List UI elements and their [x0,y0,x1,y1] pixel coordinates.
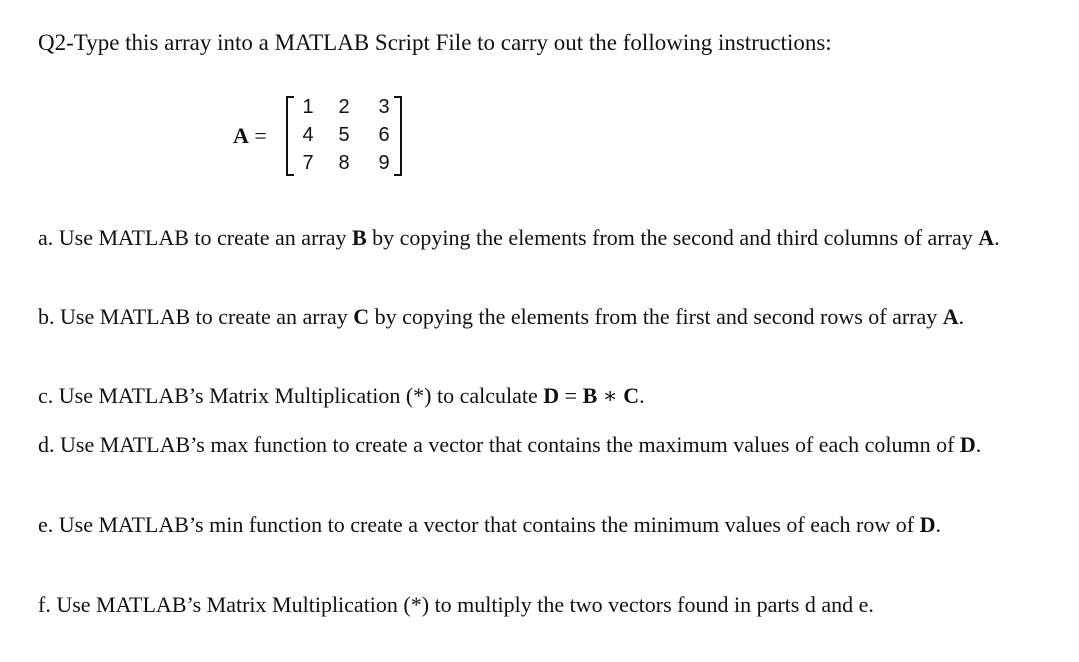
instruction-b [38,301,1048,332]
instruction-a [38,222,1048,253]
matrix-cell: 3 [378,96,390,118]
matrix-cell: 5 [338,124,350,146]
matrix-label [233,122,267,150]
bold-term: A [978,225,995,250]
instruction-text: ∗ [597,383,624,408]
bold-term: B [582,383,598,408]
matrix-cell: 1 [302,96,314,118]
matrix-row [296,121,400,149]
matrix-cell: 7 [302,152,314,174]
instruction-text: = [559,383,583,408]
matrix-cell: 6 [378,124,390,146]
instruction-text: d. Use MATLAB’s max function to create a vector that contains the maximum values of each column of [38,432,960,457]
matrix-name: A [233,123,249,148]
bold-term: C [623,383,640,408]
matrix-row [296,93,400,121]
instruction-text: . [994,225,1000,250]
matrix-cell: 4 [302,124,314,146]
bold-term: C [353,304,370,329]
instruction-text: b. Use MATLAB to create an array [38,304,354,329]
question-title: Q2-Type this array into a MATLAB Script File to carry out the following instructions: [38,30,832,55]
matrix-cell: 8 [338,152,350,174]
instruction-text: . [975,432,982,457]
instruction-text: . [935,512,941,537]
instruction-text: by copying the elements from the second and third columns of array [366,225,979,250]
matrix-left-bracket [286,96,294,176]
instruction-text: . [958,304,965,329]
bold-term: A [942,304,959,329]
bold-term: D [543,383,560,408]
bold-term: D [959,432,976,457]
instruction-text: by copying the elements from the first and second rows of array [369,304,943,329]
matrix-equals: = [254,123,267,148]
matrix-cell: 2 [338,96,350,118]
matrix-cell: 9 [378,152,390,174]
instruction-text: c. Use MATLAB’s Matrix Multiplication (*) to calculate [38,383,544,408]
instruction-d [38,429,1048,460]
matrix-row [296,149,400,177]
instruction-f: f. Use MATLAB’s Matrix Multiplication (*) to multiply the two vectors found in parts d and e. [38,592,874,617]
instruction-text: . [639,383,645,408]
instruction-text: a. Use MATLAB to create an array [38,225,352,250]
bold-term: D [919,512,936,537]
instruction-e [38,509,1048,540]
instruction-c [38,380,1048,411]
matrix-grid [296,93,400,177]
bold-term: B [351,225,367,250]
instruction-text: e. Use MATLAB’s min function to create a vector that contains the minimum values of each row of [38,512,920,537]
